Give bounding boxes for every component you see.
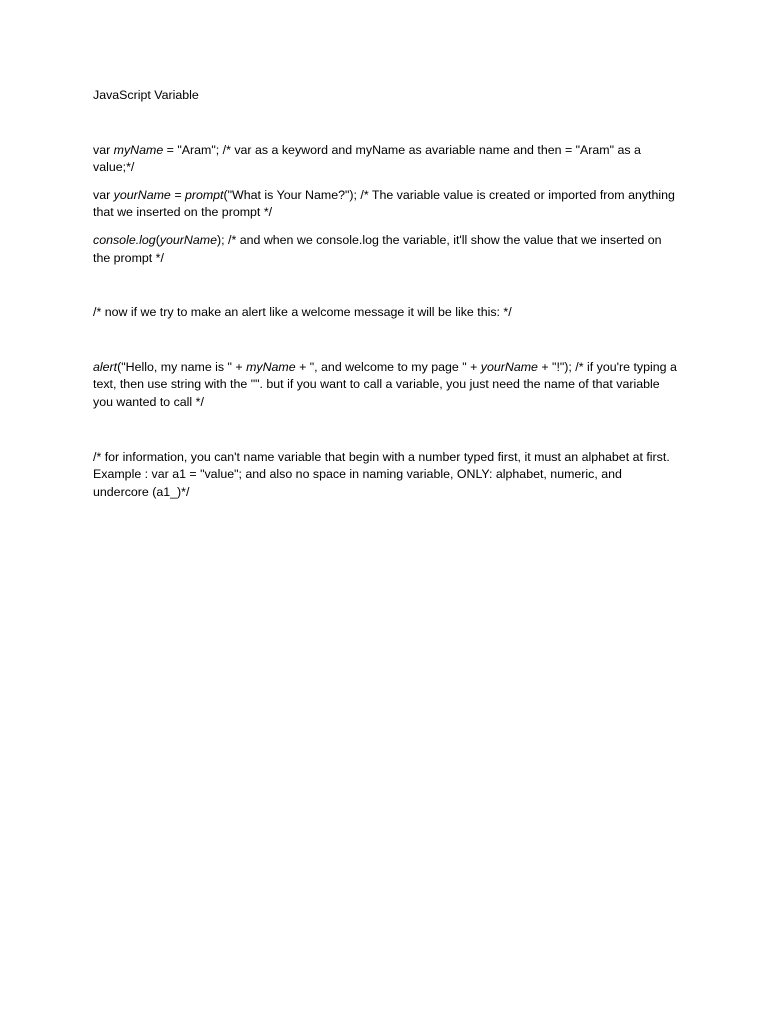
text-run-italic: console.log: [93, 232, 156, 247]
text-run-italic: =: [170, 187, 185, 202]
text-run-italic: yourName: [159, 232, 217, 247]
paragraph-alert-code: [93, 359, 678, 412]
document-title: JavaScript Variable: [93, 88, 199, 102]
document-body[interactable]: [93, 87, 678, 511]
text-run: ("What is Your Name?"); /* The variable value is created or imported from anything that we inserted on the prompt */: [93, 187, 675, 220]
text-run: + "!"); /* if you're typing a text, then use string with the "". but if you want to call a variable, you just need the name of that variable you wanted to call */: [93, 359, 677, 409]
paragraph-var-yourname: [93, 187, 678, 222]
text-run: var: [93, 142, 114, 157]
text-run: + ", and welcome to my page " +: [295, 359, 481, 374]
text-run-italic: yourName: [480, 359, 538, 374]
text-run-italic: yourName: [113, 187, 171, 202]
text-run: ); /* and when we console.log the variable, it'll show the value that we inserted on the prompt */: [93, 232, 662, 265]
paragraph-console-log: [93, 232, 678, 267]
text-run-italic: myName: [113, 142, 164, 157]
text-run-italic: myName: [246, 359, 296, 374]
text-run-italic: alert: [93, 359, 118, 374]
paragraph-naming-rules: /* for information, you can't name variable that begin with a number typed first, it must an alphabet at first. Example : var a1 = "value"; and also no space in naming variable, ONLY: alphabet, numeric, and undercore (a1_)*/: [93, 449, 670, 499]
text-run-italic: prompt: [184, 187, 224, 202]
text-run: (: [155, 232, 160, 247]
paragraph-var-myname: [93, 142, 678, 177]
paragraph-alert-intro: /* now if we try to make an alert like a welcome message it will be like this: */: [93, 305, 512, 320]
text-run: = "Aram"; /* var as a keyword and myName as avariable name and then = "Aram" as a value;*/: [93, 142, 641, 175]
text-run: var: [93, 187, 114, 202]
text-run: ("Hello, my name is " +: [117, 359, 247, 374]
